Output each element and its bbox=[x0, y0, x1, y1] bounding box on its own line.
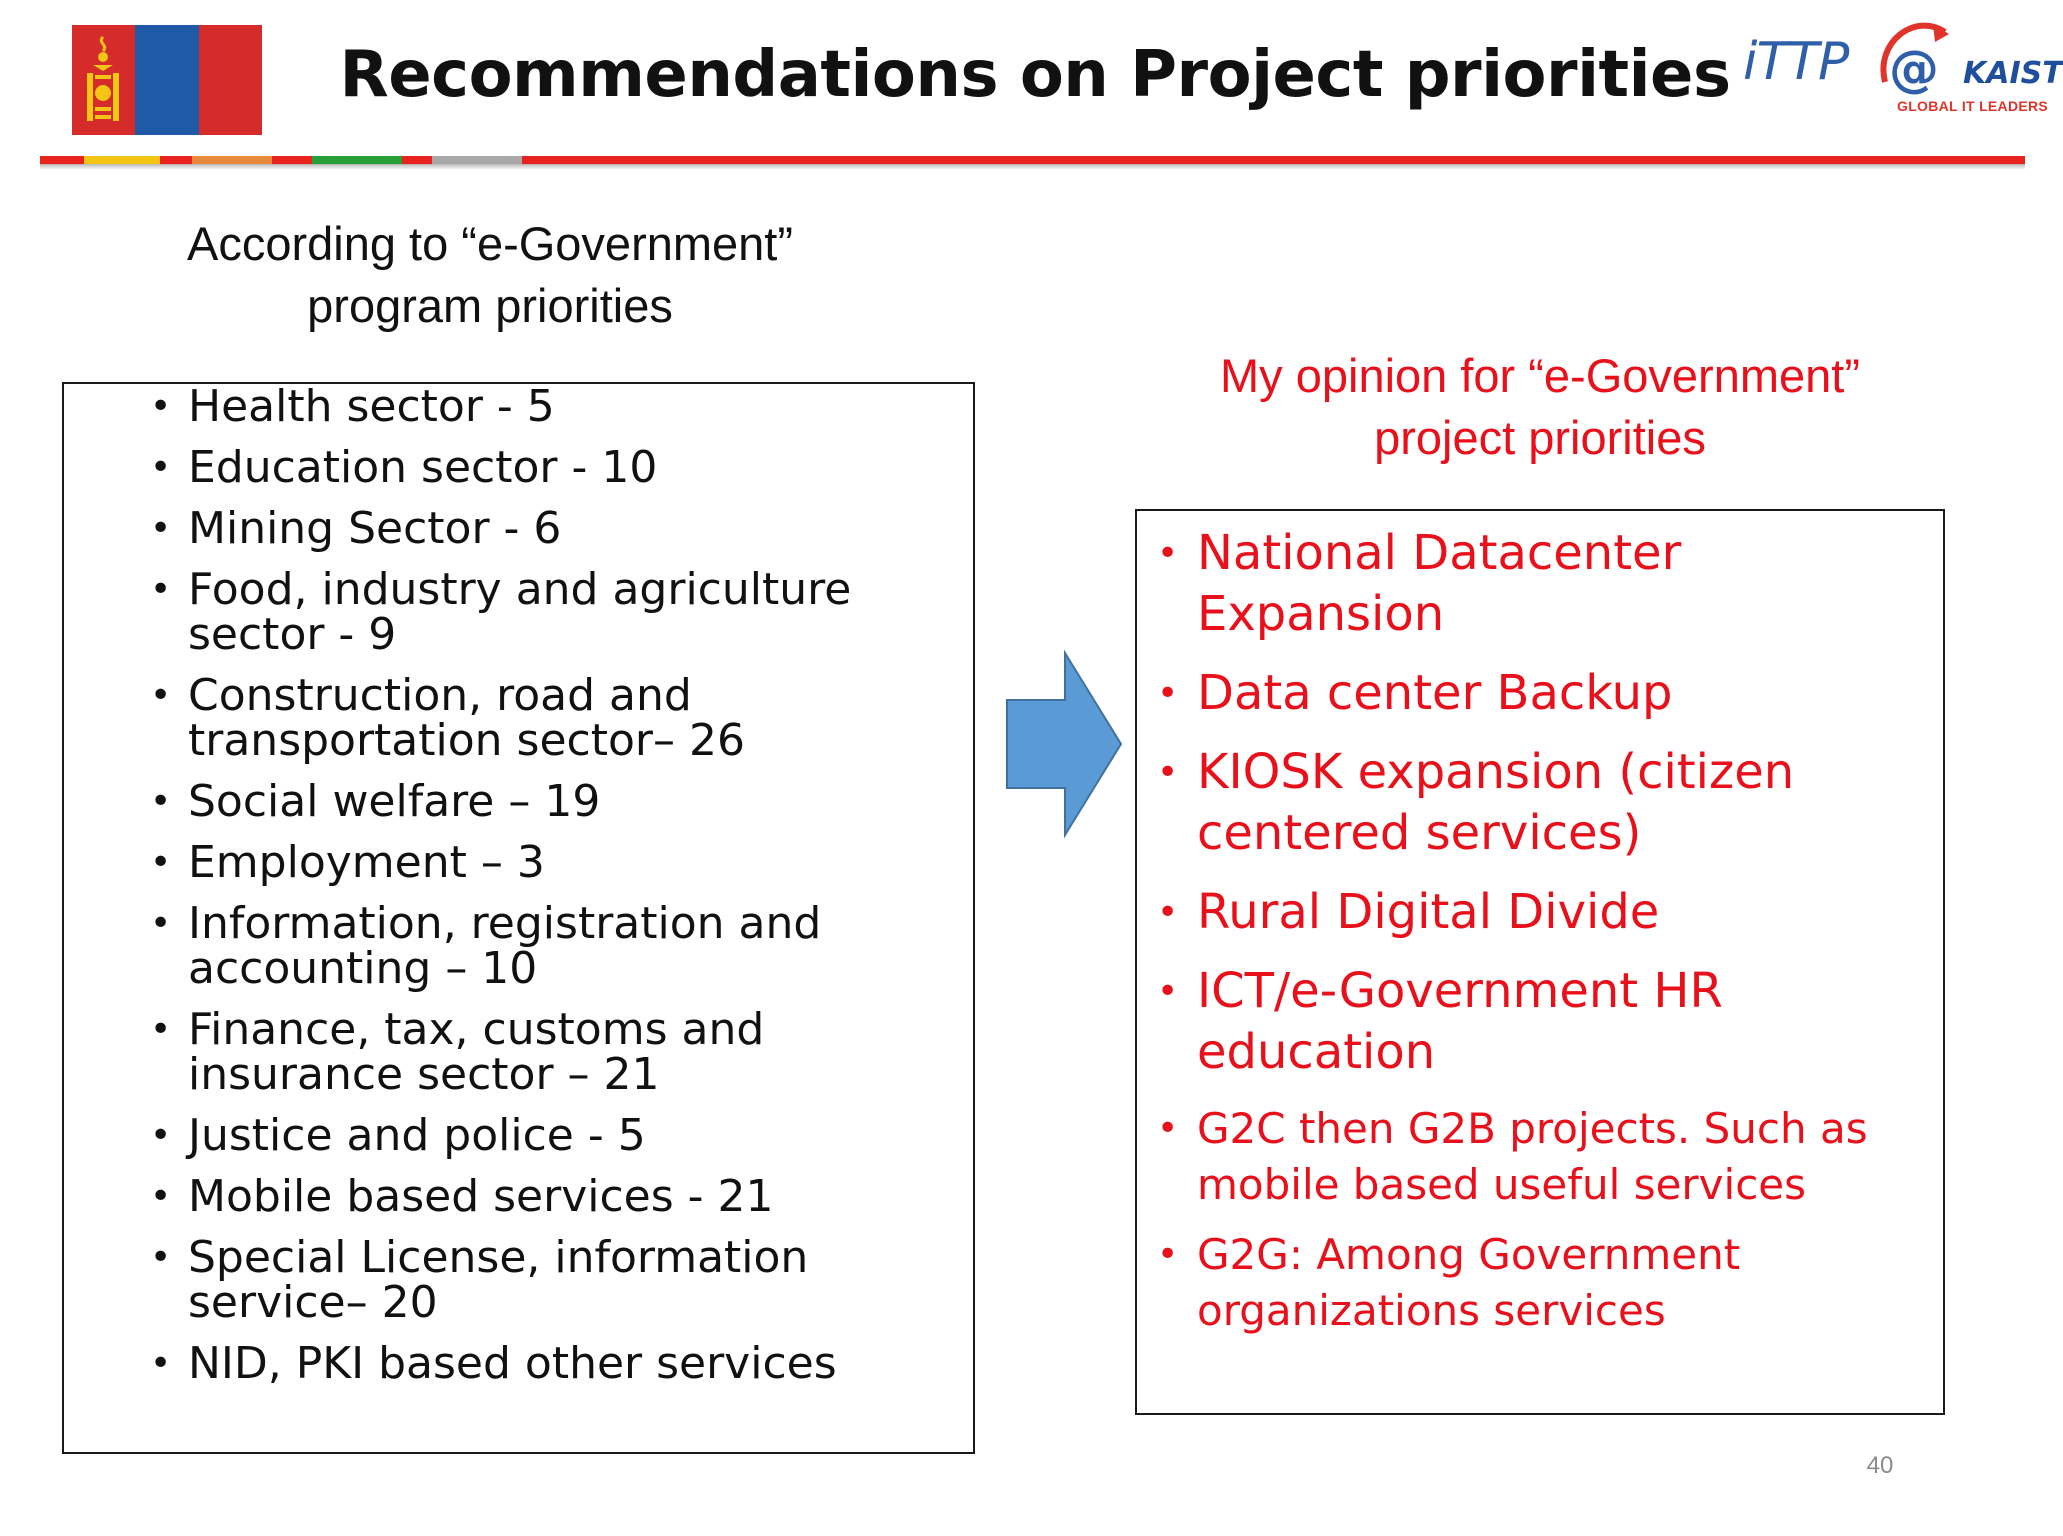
bullet-icon: • bbox=[150, 447, 172, 488]
list-item-text: Mobile based services - 21 bbox=[188, 1171, 774, 1222]
list-item bbox=[1137, 1227, 1943, 1339]
ittp-kaist-logo bbox=[1735, 8, 2063, 123]
bullet-icon: • bbox=[1157, 1108, 1179, 1149]
left-heading-line1: According to “e-Government” bbox=[186, 217, 794, 270]
bullet-icon: • bbox=[150, 675, 172, 716]
flag-stripe-center bbox=[135, 25, 198, 135]
bullet-icon: • bbox=[1157, 752, 1179, 793]
bullet-icon: • bbox=[150, 1343, 172, 1384]
program-priorities-list bbox=[86, 381, 976, 1402]
list-item-text: Rural Digital Divide bbox=[1197, 884, 1660, 940]
list-item-text: Special License, information service– 20 bbox=[188, 1232, 809, 1328]
logo-at-text: @ bbox=[1889, 40, 1939, 98]
list-item bbox=[86, 381, 976, 432]
list-item-text: ICT/e-Government HR education bbox=[1197, 963, 1723, 1080]
logo-ittp-text: iTTP bbox=[1743, 32, 1849, 92]
opinion-priorities-box bbox=[1135, 509, 1945, 1415]
bullet-icon: • bbox=[150, 569, 172, 610]
list-item-text: Mining Sector - 6 bbox=[188, 503, 562, 554]
bullet-icon: • bbox=[150, 781, 172, 822]
bullet-icon: • bbox=[1157, 533, 1179, 574]
right-heading bbox=[1130, 345, 1950, 469]
list-item bbox=[86, 670, 976, 766]
left-heading bbox=[80, 213, 900, 337]
list-item-text: NID, PKI based other services bbox=[188, 1338, 837, 1389]
header-rule-shadow bbox=[40, 164, 2025, 170]
list-item bbox=[86, 503, 976, 554]
list-item bbox=[86, 1110, 976, 1161]
flag-stripe-left bbox=[72, 25, 135, 135]
soyombo-emblem-icon bbox=[83, 35, 123, 125]
list-item-text: G2C then G2B projects. Such as mobile based useful services bbox=[1197, 1104, 1868, 1209]
bullet-icon: • bbox=[1157, 892, 1179, 933]
list-item bbox=[86, 564, 976, 660]
logo-tagline: GLOBAL IT LEADERS bbox=[1897, 98, 2049, 114]
bullet-icon: • bbox=[150, 386, 172, 427]
list-item bbox=[86, 1171, 976, 1222]
list-item-text: KIOSK expansion (citizen centered services) bbox=[1197, 744, 1795, 861]
list-item bbox=[1137, 882, 1943, 943]
list-item-text: G2G: Among Government organizations services bbox=[1197, 1230, 1741, 1335]
program-priorities-box bbox=[62, 382, 975, 1454]
bullet-icon: • bbox=[150, 1115, 172, 1156]
list-item bbox=[86, 1338, 976, 1389]
bullet-icon: • bbox=[1157, 971, 1179, 1012]
flag-stripe-right bbox=[199, 25, 262, 135]
bullet-icon: • bbox=[1157, 1234, 1179, 1275]
list-item bbox=[1137, 1101, 1943, 1213]
bullet-icon: • bbox=[150, 1009, 172, 1050]
right-heading-line1: My opinion for “e-Government” bbox=[1220, 349, 1860, 402]
at-swoosh-icon bbox=[1875, 12, 1955, 102]
list-item bbox=[1137, 523, 1943, 645]
page-number: 40 bbox=[1866, 1452, 1894, 1479]
left-heading-line2: program priorities bbox=[307, 279, 673, 332]
list-item bbox=[86, 1004, 976, 1100]
logo-kaist-text: KAIST bbox=[1963, 56, 2063, 91]
bullet-icon: • bbox=[150, 842, 172, 883]
bullet-icon: • bbox=[150, 1176, 172, 1217]
list-item-text: Social welfare – 19 bbox=[188, 776, 601, 827]
bullet-icon: • bbox=[1157, 673, 1179, 714]
mongolia-flag bbox=[72, 25, 262, 135]
list-item bbox=[86, 837, 976, 888]
list-item bbox=[1137, 663, 1943, 724]
list-item bbox=[1137, 742, 1943, 864]
bullet-icon: • bbox=[150, 903, 172, 944]
list-item-text: Construction, road and transportation sector– 26 bbox=[188, 670, 745, 766]
list-item-text: Food, industry and agriculture sector - 9 bbox=[188, 564, 852, 660]
list-item bbox=[86, 1232, 976, 1328]
list-item-text: National Datacenter Expansion bbox=[1197, 525, 1682, 642]
list-item bbox=[86, 776, 976, 827]
bullet-icon: • bbox=[150, 1237, 172, 1278]
bullet-icon: • bbox=[150, 508, 172, 549]
list-item-text: Data center Backup bbox=[1197, 665, 1673, 721]
list-item bbox=[1137, 961, 1943, 1083]
list-item-text: Justice and police - 5 bbox=[188, 1110, 646, 1161]
list-item-text: Health sector - 5 bbox=[188, 381, 555, 432]
list-item bbox=[86, 442, 976, 493]
list-item-text: Education sector - 10 bbox=[188, 442, 658, 493]
right-arrow-icon bbox=[1005, 650, 1125, 838]
list-item bbox=[86, 898, 976, 994]
right-heading-line2: project priorities bbox=[1374, 411, 1706, 464]
opinion-priorities-list bbox=[1137, 523, 1943, 1353]
list-item-text: Finance, tax, customs and insurance sector – 21 bbox=[188, 1004, 765, 1100]
list-item-text: Employment – 3 bbox=[188, 837, 545, 888]
slide-title: Recommendations on Project priorities bbox=[339, 38, 1731, 112]
list-item-text: Information, registration and accounting – 10 bbox=[188, 898, 822, 994]
